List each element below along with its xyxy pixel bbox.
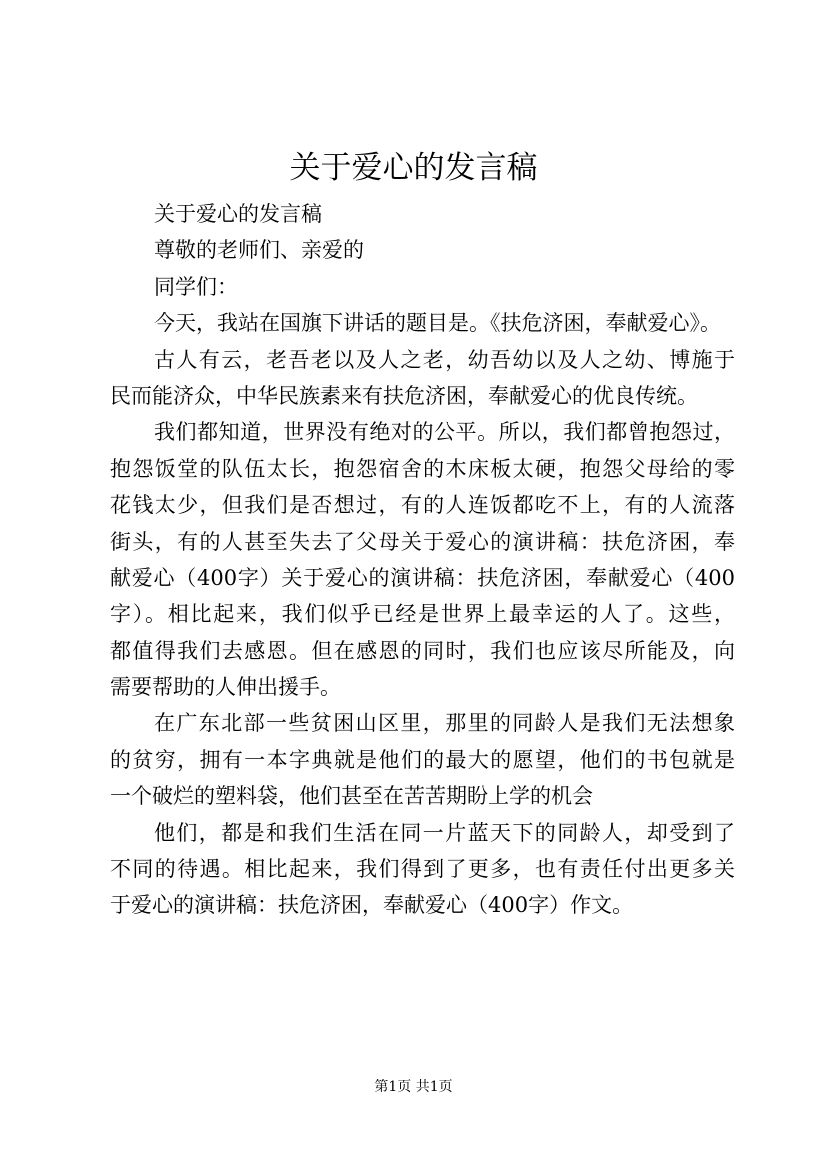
text-line: 在广东北部一些贫困山区里，那里的同龄人是我们无法想象 [154, 711, 735, 736]
text-line: 一个破烂的塑料袋，他们甚至在苦苦期盼上学的机会 [110, 784, 593, 809]
text-line: 于爱心的演讲稿：扶危济困，奉献爱心（400字）作文。 [110, 893, 634, 918]
text-line: 尊敬的老师们、亲爱的 [154, 238, 364, 263]
text-line: 抱怨饭堂的队伍太长，抱怨宿舍的木床板太硬，抱怨父母给的零 [110, 456, 735, 481]
text-line: 关于爱心的发言稿 [154, 202, 322, 226]
text-line: 他们，都是和我们生活在同一片蓝天下的同龄人，却受到了 [154, 820, 735, 845]
text-line: 花钱太少，但我们是否想过，有的人连饭都吃不上，有的人流落 [110, 493, 735, 518]
text-line: 我们都知道，世界没有绝对的公平。所以，我们都曾抱怨过， [154, 420, 735, 445]
document-body [110, 196, 735, 924]
text-line: 街头，有的人甚至失去了父母关于爱心的演讲稿：扶危济困，奉 [110, 529, 735, 554]
text-line: 的贫穷，拥有一本字典就是他们的最大的愿望，他们的书包就是 [110, 747, 735, 772]
text-line: 古人有云，老吾老以及人之老，幼吾幼以及人之幼、博施于 [154, 347, 735, 372]
page-footer: 第1页 共1页 [374, 1079, 453, 1095]
text-line: 不同的待遇。相比起来，我们得到了更多，也有责任付出更多关 [110, 857, 735, 882]
text-line: 今天，我站在国旗下讲话的题目是。《扶危济困，奉献爱心》。 [154, 311, 721, 336]
text-line: 民而能济众，中华民族素来有扶危济困，奉献爱心的优良传统。 [110, 383, 698, 408]
document-title: 关于爱心的发言稿 [289, 150, 538, 186]
text-line: 字）。相比起来，我们似乎已经是世界上最幸运的人了。这些， [110, 602, 735, 627]
text-line: 需要帮助的人伸出援手。 [110, 675, 341, 700]
text-line: 献爱心（400字）关于爱心的演讲稿：扶危济困，奉献爱心（400 [110, 565, 735, 590]
text-line: 都值得我们去感恩。但在感恩的同时，我们也应该尽所能及，向 [110, 638, 735, 663]
text-line: 同学们： [154, 274, 238, 299]
